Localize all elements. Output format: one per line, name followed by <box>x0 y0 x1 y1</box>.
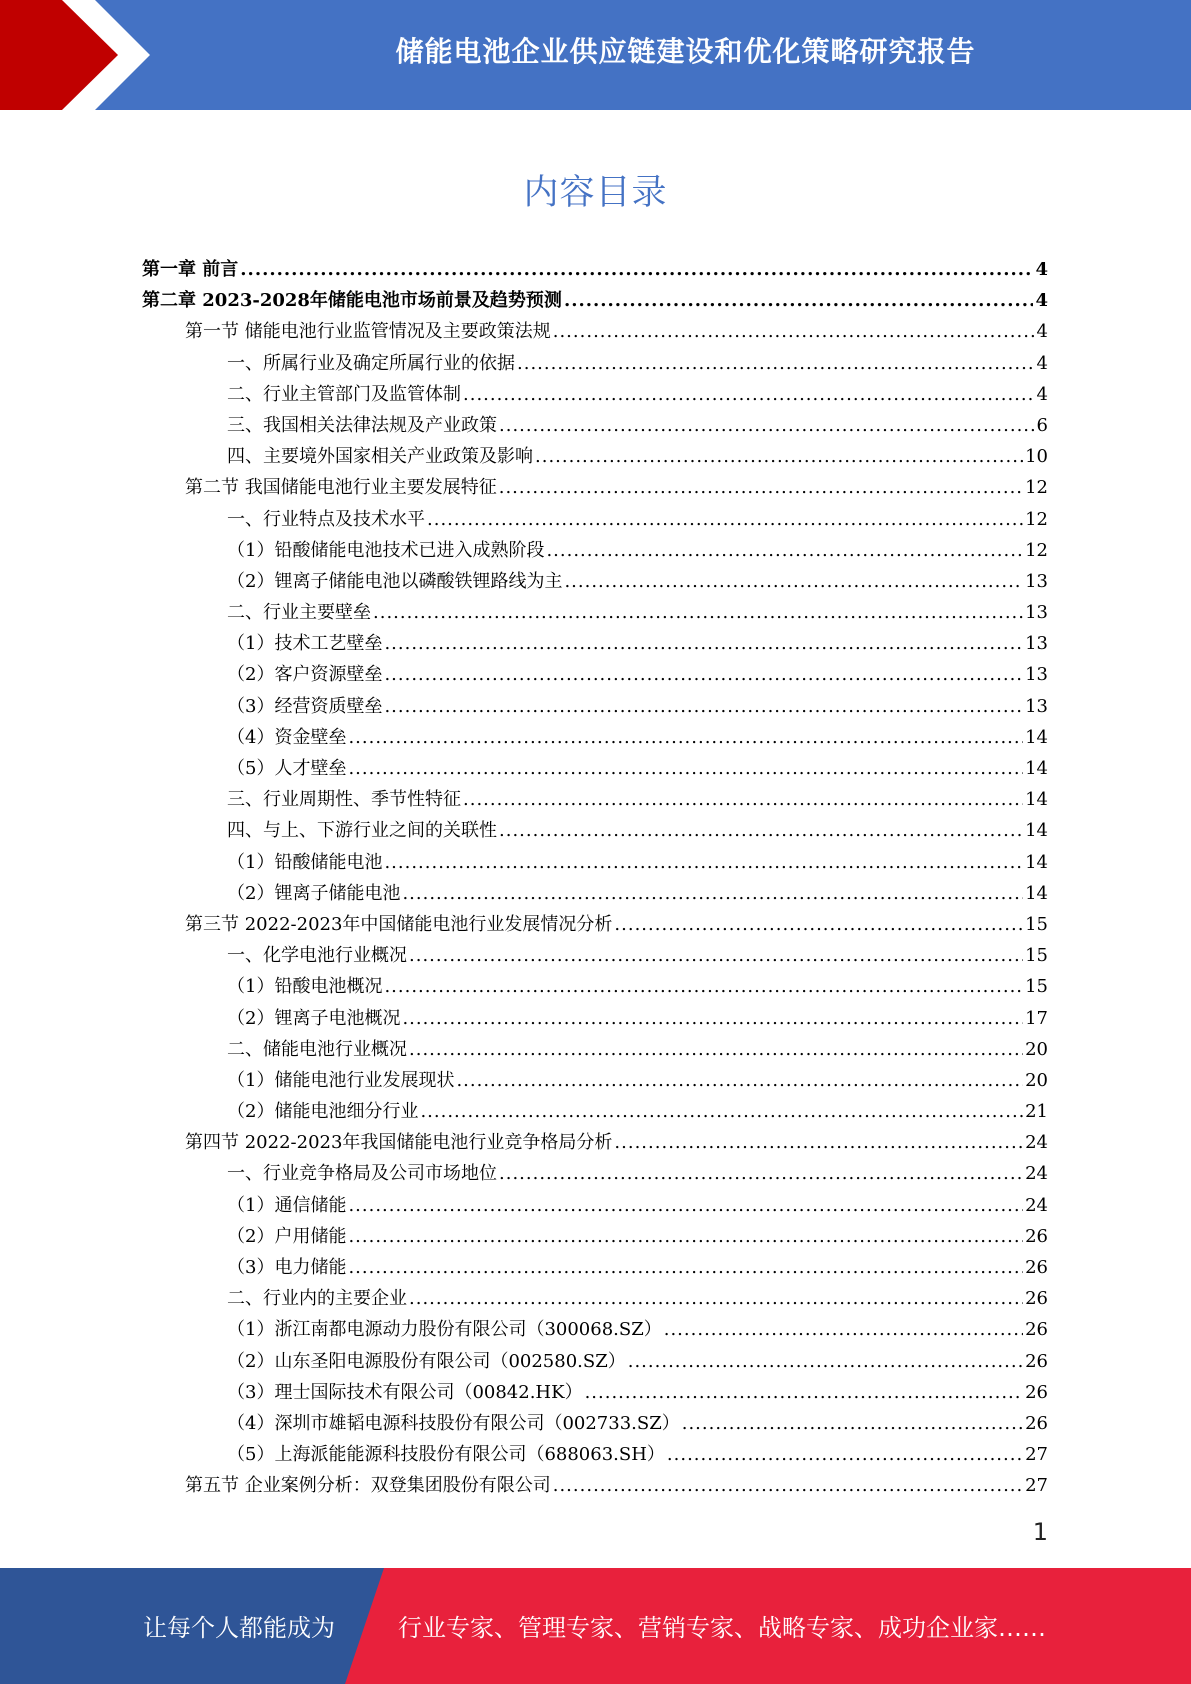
toc-entry[interactable] <box>142 348 1048 379</box>
toc-entry-page: 13 <box>1025 664 1048 686</box>
toc-entry[interactable] <box>142 940 1048 971</box>
toc-entry-page: 12 <box>1025 508 1048 530</box>
toc-dot-leader <box>664 1314 1023 1345</box>
toc-entry[interactable] <box>142 504 1048 535</box>
toc-entry[interactable] <box>142 1252 1048 1283</box>
toc-entry[interactable] <box>142 1470 1048 1501</box>
toc-entry-label: 一、行业特点及技术水平 <box>227 508 425 530</box>
toc-entry-page: 27 <box>1025 1444 1048 1466</box>
toc-entry-page: 14 <box>1025 726 1048 748</box>
toc-entry-label: 二、行业主要壁垒 <box>227 602 371 624</box>
toc-entry-page: 4 <box>1036 321 1048 343</box>
footer-band <box>0 1568 1191 1684</box>
toc-entry-page: 20 <box>1025 1038 1048 1060</box>
toc-entry-label: 二、行业内的主要企业 <box>227 1288 407 1310</box>
toc-entry-page: 12 <box>1025 539 1048 561</box>
toc-dot-leader <box>420 1096 1023 1127</box>
toc-dot-leader <box>384 628 1023 659</box>
toc-entry-label: （1）铅酸储能电池 <box>227 851 383 873</box>
toc-entry[interactable] <box>142 1439 1048 1470</box>
toc-entry-page: 24 <box>1025 1163 1048 1185</box>
toc-dot-leader <box>499 1158 1023 1189</box>
toc-dot-leader <box>348 1190 1023 1221</box>
toc-entry[interactable] <box>142 379 1048 410</box>
toc-entry[interactable] <box>142 410 1048 441</box>
toc-dot-leader <box>348 1252 1023 1283</box>
toc-entry-label: （1）技术工艺壁垒 <box>227 633 383 655</box>
toc-entry[interactable] <box>142 441 1048 472</box>
toc-dot-leader <box>564 285 1034 316</box>
toc-entry-label: 一、行业竞争格局及公司市场地位 <box>227 1163 497 1185</box>
toc-entry[interactable] <box>142 878 1048 909</box>
toc-entry-label: （5）人才壁垒 <box>227 758 347 779</box>
toc-dot-leader <box>348 722 1023 753</box>
toc-dot-leader <box>348 1221 1023 1252</box>
toc-entry-label: （2）锂离子储能电池 <box>227 882 401 904</box>
toc-entry-page: 4 <box>1036 352 1048 374</box>
toc-entry[interactable] <box>142 815 1048 846</box>
toc-entry-page: 14 <box>1025 882 1048 904</box>
footer-slogan-left: 让每个人都能成为 <box>143 1614 335 1642</box>
toc-dot-leader <box>614 1127 1023 1158</box>
toc-entry-page: 24 <box>1025 1132 1048 1154</box>
toc-dot-leader <box>682 1408 1023 1439</box>
toc-entry[interactable] <box>142 566 1048 597</box>
toc-entry-label: （2）锂离子电池概况 <box>227 1007 401 1029</box>
toc-dot-leader <box>240 254 1033 285</box>
toc-dot-leader <box>409 1034 1023 1065</box>
toc-entry-page: 21 <box>1025 1101 1048 1123</box>
toc-dot-leader <box>553 1470 1023 1501</box>
toc-entry-page: 26 <box>1025 1319 1048 1341</box>
toc-dot-leader <box>384 691 1023 722</box>
toc-dot-leader <box>427 504 1023 535</box>
toc-entry-label: （4）深圳市雄韬电源科技股份有限公司（002733.SZ） <box>227 1412 680 1434</box>
toc-entry[interactable] <box>142 659 1048 690</box>
toc-dot-leader <box>463 784 1023 815</box>
toc-entry-page: 4 <box>1036 383 1048 405</box>
toc-dot-leader <box>409 1283 1023 1314</box>
toc-entry-page: 13 <box>1025 570 1048 592</box>
toc-entry-label: 第一节 储能电池行业监管情况及主要政策法规 <box>185 321 551 343</box>
toc-entry-page: 26 <box>1025 1288 1048 1310</box>
toc-entry-label: 二、行业主管部门及监管体制 <box>227 383 461 405</box>
toc-entry[interactable] <box>142 472 1048 503</box>
table-of-contents <box>142 254 1048 1502</box>
toc-entry[interactable] <box>142 1314 1048 1345</box>
toc-entry[interactable] <box>142 1408 1048 1439</box>
toc-dot-leader <box>499 815 1023 846</box>
toc-entry-page: 26 <box>1025 1381 1048 1403</box>
toc-entry[interactable] <box>142 722 1048 753</box>
toc-dot-leader <box>409 940 1023 971</box>
toc-entry-label: （1）通信储能 <box>227 1194 347 1216</box>
toc-entry-page: 24 <box>1025 1194 1048 1216</box>
toc-entry-page: 10 <box>1025 446 1048 468</box>
toc-entry-label: （2）山东圣阳电源股份有限公司（002580.SZ） <box>227 1350 626 1372</box>
toc-entry[interactable] <box>142 1065 1048 1096</box>
toc-entry-page: 15 <box>1025 913 1048 935</box>
header-band <box>0 0 1191 110</box>
toc-entry[interactable] <box>142 597 1048 628</box>
toc-entry-page: 20 <box>1025 1069 1048 1091</box>
toc-entry-label: （2）锂离子储能电池以磷酸铁锂路线为主 <box>227 570 563 592</box>
toc-entry-page: 13 <box>1025 602 1048 624</box>
toc-dot-leader <box>628 1346 1023 1377</box>
toc-entry-page: 6 <box>1036 414 1048 436</box>
toc-entry-page: 12 <box>1025 477 1048 499</box>
toc-heading: 内容目录 <box>523 173 668 213</box>
toc-dot-leader <box>348 753 1023 784</box>
toc-entry[interactable] <box>142 1377 1048 1408</box>
toc-dot-leader <box>456 1065 1023 1096</box>
toc-entry[interactable] <box>142 1221 1048 1252</box>
toc-entry-label: （1）铅酸电池概况 <box>227 976 383 998</box>
toc-entry-label: 第二章 2023-2028年储能电池市场前景及趋势预测 <box>142 290 562 312</box>
toc-entry-label: 四、与上、下游行业之间的关联性 <box>227 820 497 842</box>
toc-entry-page: 4 <box>1035 290 1048 312</box>
toc-entry[interactable] <box>142 1034 1048 1065</box>
toc-entry[interactable] <box>142 628 1048 659</box>
toc-entry-page: 15 <box>1025 945 1048 967</box>
toc-entry-page: 14 <box>1025 758 1048 779</box>
report-title: 储能电池企业供应链建设和优化策略研究报告 <box>395 35 976 68</box>
toc-entry[interactable] <box>142 1127 1048 1158</box>
toc-entry[interactable] <box>142 691 1048 722</box>
toc-dot-leader <box>535 441 1023 472</box>
toc-entry-page: 14 <box>1025 820 1048 842</box>
toc-entry-label: 第五节 企业案例分析：双登集团股份有限公司 <box>185 1475 551 1497</box>
toc-entry-page: 14 <box>1025 789 1048 811</box>
toc-entry-label: 二、储能电池行业概况 <box>227 1038 407 1060</box>
toc-entry-label: （1）铅酸储能电池技术已进入成熟阶段 <box>227 539 545 561</box>
toc-dot-leader <box>402 878 1023 909</box>
toc-entry-page: 26 <box>1025 1350 1048 1372</box>
toc-entry-label: 三、行业周期性、季节性特征 <box>227 789 461 811</box>
toc-entry-label: 三、我国相关法律法规及产业政策 <box>227 414 497 436</box>
toc-entry-page: 13 <box>1025 633 1048 655</box>
toc-entry[interactable] <box>142 1283 1048 1314</box>
toc-entry[interactable] <box>142 1003 1048 1034</box>
toc-dot-leader <box>499 472 1023 503</box>
toc-entry-label: 第四节 2022-2023年我国储能电池行业竞争格局分析 <box>185 1132 613 1154</box>
toc-entry[interactable] <box>142 971 1048 1002</box>
toc-entry-label: 第二节 我国储能电池行业主要发展特征 <box>185 477 497 499</box>
toc-dot-leader <box>553 316 1035 347</box>
toc-entry[interactable] <box>142 535 1048 566</box>
toc-dot-leader <box>667 1439 1023 1470</box>
toc-dot-leader <box>463 379 1035 410</box>
toc-entry[interactable] <box>142 1190 1048 1221</box>
toc-entry[interactable] <box>142 753 1048 784</box>
toc-dot-leader <box>564 566 1023 597</box>
toc-dot-leader <box>546 535 1023 566</box>
toc-entry[interactable] <box>142 316 1048 347</box>
toc-entry-label: （5）上海派能能源科技股份有限公司（688063.SH） <box>227 1444 665 1466</box>
toc-dot-leader <box>384 971 1023 1002</box>
toc-entry-page: 26 <box>1025 1225 1048 1247</box>
toc-entry-label: （3）理士国际技术有限公司（00842.HK） <box>227 1381 583 1403</box>
toc-entry-page: 26 <box>1025 1412 1048 1434</box>
toc-entry-label: （2）户用储能 <box>227 1225 347 1247</box>
page-number: 1 <box>1032 1518 1048 1546</box>
toc-entry[interactable] <box>142 254 1048 285</box>
toc-entry-label: 第一章 前言 <box>142 259 239 280</box>
toc-entry-label: （2）客户资源壁垒 <box>227 664 383 686</box>
toc-entry-label: （4）资金壁垒 <box>227 726 347 748</box>
toc-dot-leader <box>585 1377 1024 1408</box>
toc-entry-page: 17 <box>1025 1007 1048 1029</box>
toc-dot-leader <box>384 847 1023 878</box>
toc-entry-label: （3）经营资质壁垒 <box>227 695 383 717</box>
toc-entry[interactable] <box>142 1096 1048 1127</box>
toc-dot-leader <box>384 659 1023 690</box>
toc-entry[interactable] <box>142 1346 1048 1377</box>
toc-entry-page: 27 <box>1025 1475 1048 1497</box>
toc-dot-leader <box>517 348 1035 379</box>
toc-entry-label: 一、所属行业及确定所属行业的依据 <box>227 352 515 374</box>
toc-dot-leader <box>402 1003 1023 1034</box>
toc-entry-label: （2）储能电池细分行业 <box>227 1101 419 1123</box>
toc-entry-page: 14 <box>1025 851 1048 873</box>
footer-slogan-right: 行业专家、管理专家、营销专家、战略专家、成功企业家…… <box>398 1614 1046 1642</box>
toc-dot-leader <box>614 909 1023 940</box>
toc-dot-leader <box>373 597 1023 628</box>
toc-entry[interactable] <box>142 847 1048 878</box>
toc-entry-label: 第三节 2022-2023年中国储能电池行业发展情况分析 <box>185 913 613 935</box>
toc-entry-label: （1）储能电池行业发展现状 <box>227 1069 455 1091</box>
toc-entry-label: 一、化学电池行业概况 <box>227 945 407 967</box>
toc-entry-label: （3）电力储能 <box>227 1257 347 1278</box>
toc-entry-label: （1）浙江南都电源动力股份有限公司（300068.SZ） <box>227 1319 662 1341</box>
toc-entry[interactable] <box>142 285 1048 316</box>
toc-entry[interactable] <box>142 1158 1048 1189</box>
toc-entry-page: 26 <box>1025 1257 1048 1278</box>
toc-entry-label: 四、主要境外国家相关产业政策及影响 <box>227 446 533 468</box>
toc-dot-leader <box>499 410 1035 441</box>
toc-entry-page: 4 <box>1035 259 1048 280</box>
toc-entry-page: 15 <box>1025 976 1048 998</box>
toc-entry[interactable] <box>142 909 1048 940</box>
toc-entry-page: 13 <box>1025 695 1048 717</box>
toc-entry[interactable] <box>142 784 1048 815</box>
